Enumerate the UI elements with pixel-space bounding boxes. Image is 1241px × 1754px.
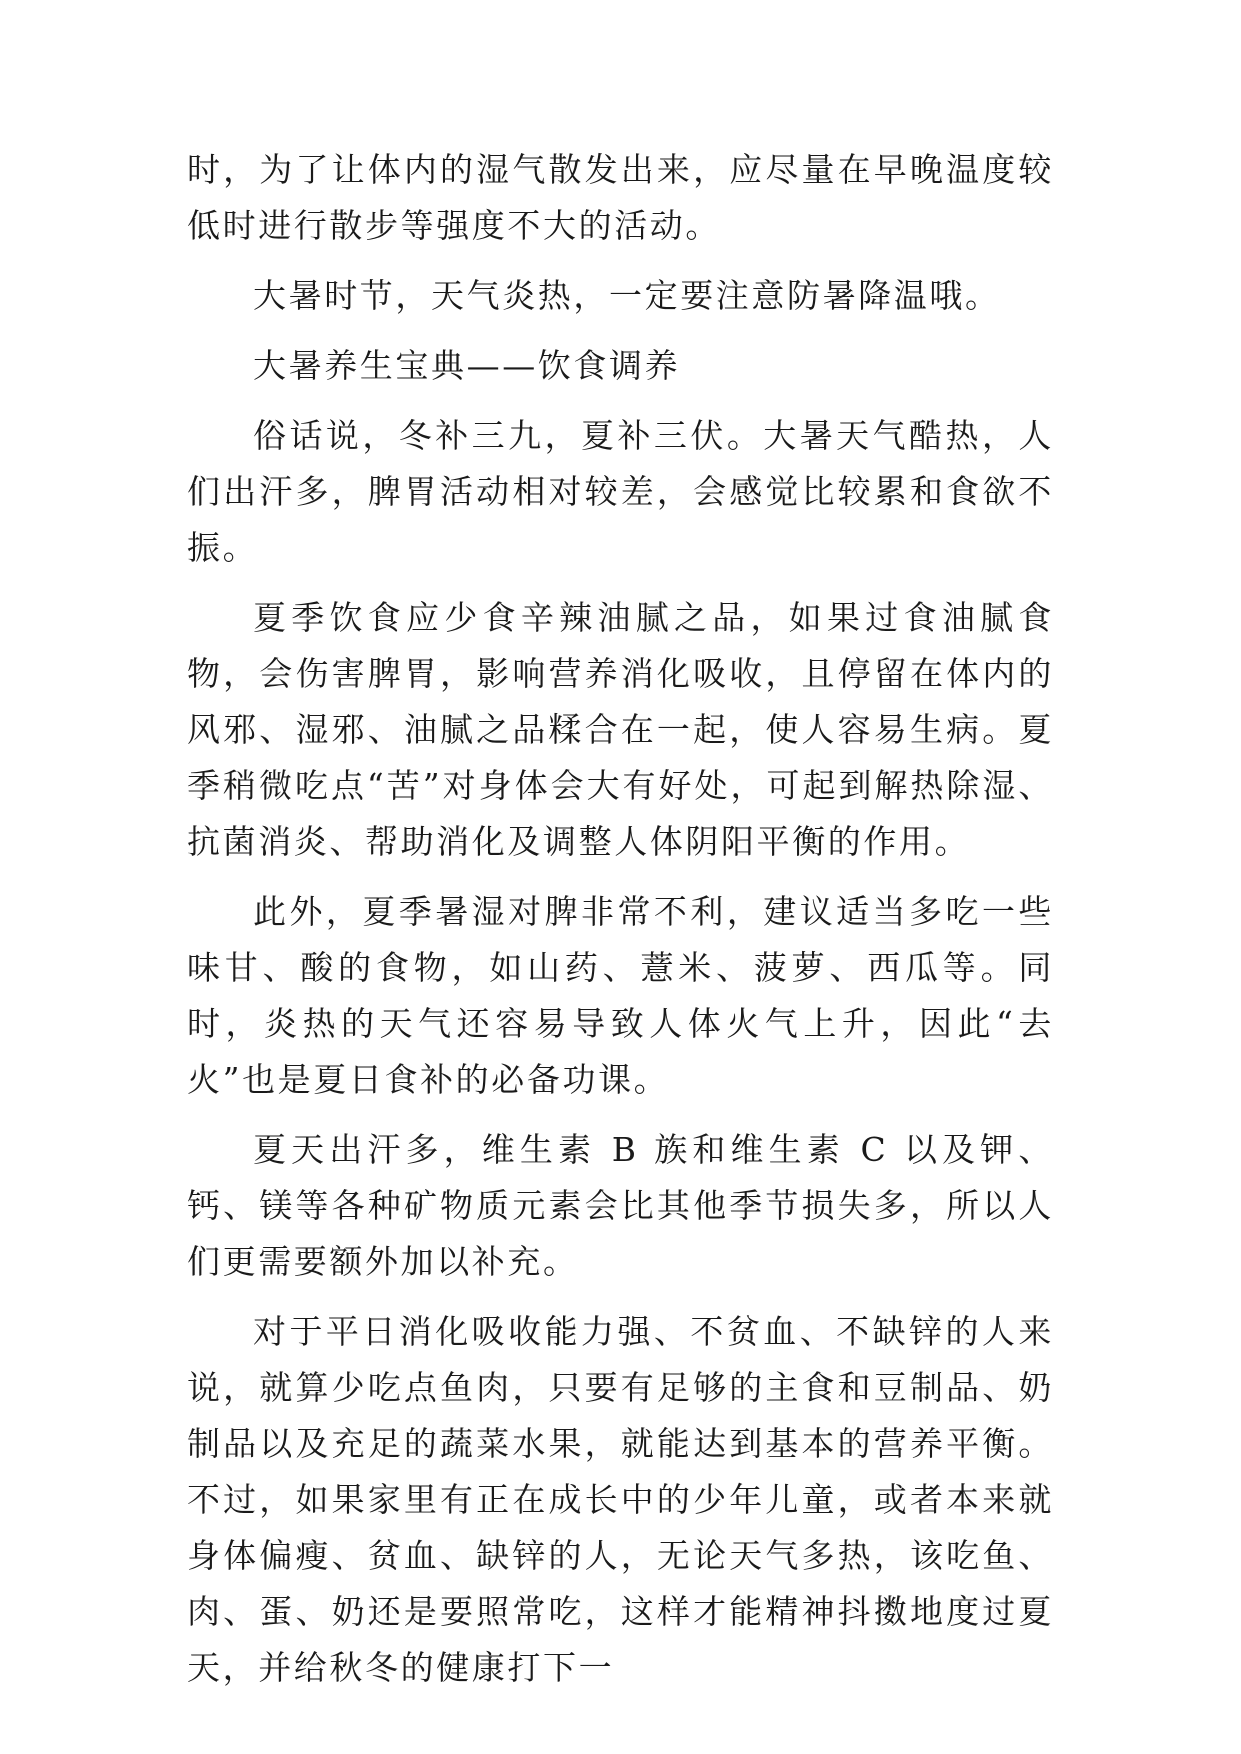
paragraph: 俗话说，冬补三九，夏补三伏。大暑天气酷热，人们出汗多，脾胃活动相对较差，会感觉比较累和食欲不振。 [187,416,1054,567]
section-heading: 大暑养生宝典——饮食调养 [253,346,681,385]
paragraph: 夏季饮食应少食辛辣油腻之品，如果过食油腻食物，会伤害脾胃，影响营养消化吸收，且停留在体内的风邪、湿邪、油腻之品糅合在一起，使人容易生病。夏季稍微吃点“苦”对身体会大有好处，可起到解热除湿、抗菌消炎、帮助消化及调整人体阴阳平衡的作用。 [187,598,1054,861]
document-body [187,142,1054,1710]
paragraph-continued: 时，为了让体内的湿气散发出来，应尽量在早晚温度较低时进行散步等强度不大的活动。 [187,150,1054,245]
paragraph: 此外，夏季暑湿对脾非常不利，建议适当多吃一些味甘、酸的食物，如山药、薏米、菠萝、西瓜等。同时，炎热的天气还容易导致人体火气上升，因此“去火”也是夏日食补的必备功课。 [187,892,1054,1099]
paragraph: 夏天出汗多，维生素 B 族和维生素 C 以及钾、钙、镁等各种矿物质元素会比其他季节损失多，所以人们更需要额外加以补充。 [187,1130,1054,1281]
paragraph: 对于平日消化吸收能力强、不贫血、不缺锌的人来说，就算少吃点鱼肉，只要有足够的主食和豆制品、奶制品以及充足的蔬菜水果，就能达到基本的营养平衡。不过，如果家里有正在成长中的少年儿童，或者本来就身体偏瘦、贫血、缺锌的人，无论天气多热，该吃鱼、肉、蛋、奶还是要照常吃，这样才能精神抖擞地度过夏天，并给秋冬的健康打下一 [187,1312,1054,1687]
paragraph: 大暑时节，天气炎热，一定要注意防暑降温哦。 [253,276,1001,315]
